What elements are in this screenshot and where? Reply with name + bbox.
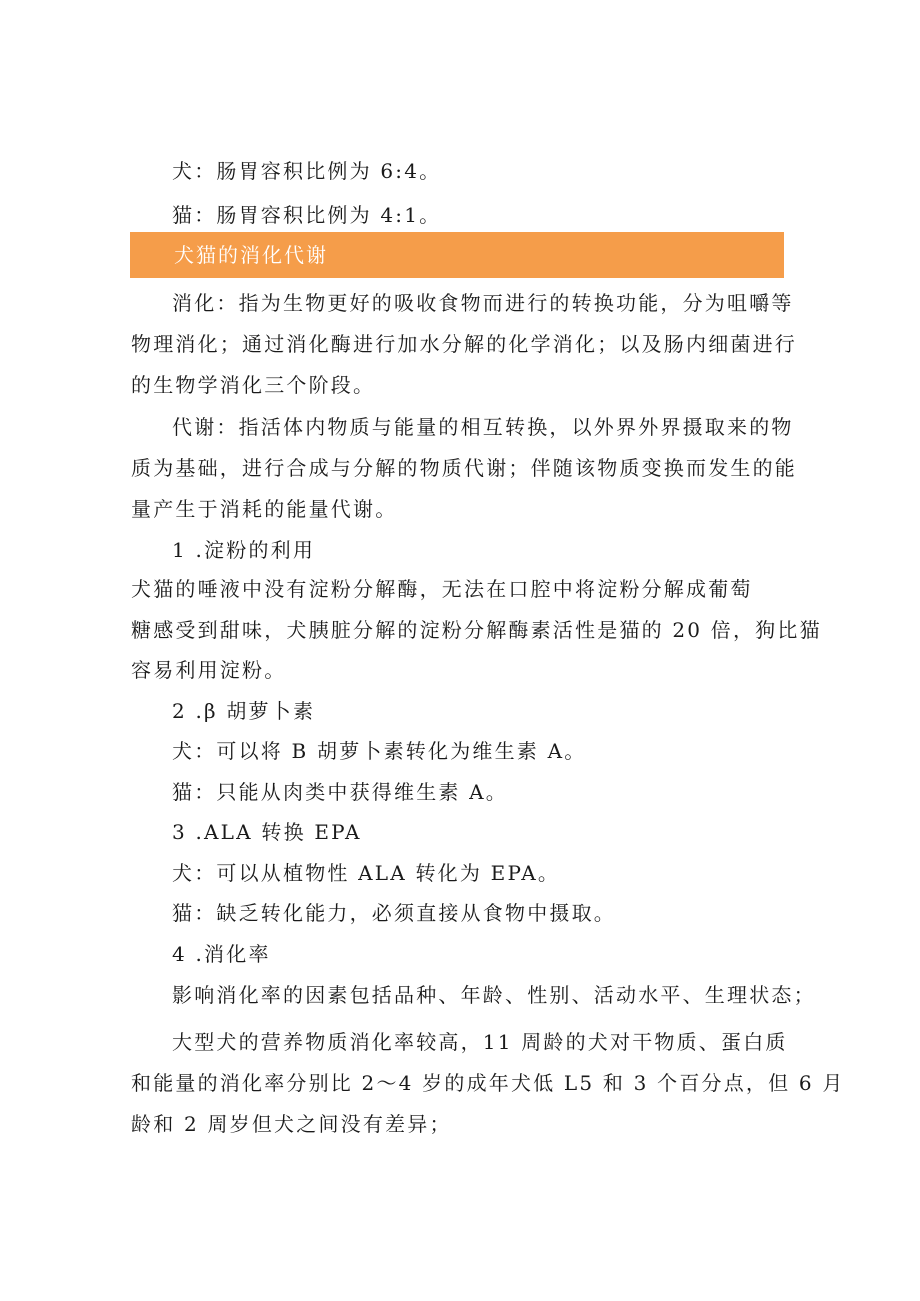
starch-paragraph-line-1: 犬猫的唾液中没有淀粉分解酶，无法在口腔中将淀粉分解成葡萄 <box>131 577 753 601</box>
carotene-cat-text: 猫：只能从肉类中获得维生素 A。 <box>172 780 509 804</box>
starch-paragraph-line-3: 容易利用淀粉。 <box>131 658 287 682</box>
metabolism-paragraph-line-1: 代谢：指活体内物质与能量的相互转换，以外界外界摄取来的物 <box>172 415 794 439</box>
digestion-paragraph-line-3: 的生物学消化三个阶段。 <box>131 373 376 397</box>
cat-ratio-text: 猫：肠胃容积比例为 4:1。 <box>172 203 442 227</box>
starch-paragraph-line-2: 糖感受到甜味，犬胰脏分解的淀粉分解酶素活性是猫的 20 倍，狗比猫 <box>131 618 822 642</box>
digestion-paragraph-line-2: 物理消化；通过消化酶进行加水分解的化学消化；以及肠内细菌进行 <box>131 332 797 356</box>
digestibility-line-3: 和能量的消化率分别比 2～4 岁的成年犬低 L5 和 3 个百分点，但 6 月 <box>131 1071 845 1095</box>
ala-dog-text: 犬：可以从植物性 ALA 转化为 EPA。 <box>172 861 561 885</box>
ala-heading: 3 .ALA 转换 EPA <box>172 820 362 844</box>
digestibility-line-4: 龄和 2 周岁但犬之间没有差异； <box>131 1112 452 1136</box>
ala-cat-text: 猫：缺乏转化能力，必须直接从食物中摄取。 <box>172 901 616 925</box>
starch-heading: 1 .淀粉的利用 <box>172 538 316 562</box>
carotene-dog-text: 犬：可以将 B 胡萝卜素转化为维生素 A。 <box>172 739 587 763</box>
carotene-heading: 2 .β 胡萝卜素 <box>172 699 316 723</box>
digestibility-heading: 4 .消化率 <box>172 942 271 966</box>
dog-ratio-text: 犬：肠胃容积比例为 6:4。 <box>172 159 442 183</box>
digestibility-line-1: 影响消化率的因素包括品种、年龄、性别、活动水平、生理状态； <box>172 983 816 1007</box>
section-banner <box>130 232 784 278</box>
section-title: 犬猫的消化代谢 <box>174 243 328 267</box>
digestion-paragraph-line-1: 消化：指为生物更好的吸收食物而进行的转换功能，分为咀嚼等 <box>172 291 794 315</box>
metabolism-paragraph-line-3: 量产生于消耗的能量代谢。 <box>131 497 398 521</box>
metabolism-paragraph-line-2: 质为基础，进行合成与分解的物质代谢；伴随该物质变换而发生的能 <box>131 456 797 480</box>
digestibility-line-2: 大型犬的营养物质消化率较高，11 周龄的犬对干物质、蛋白质 <box>172 1030 788 1054</box>
